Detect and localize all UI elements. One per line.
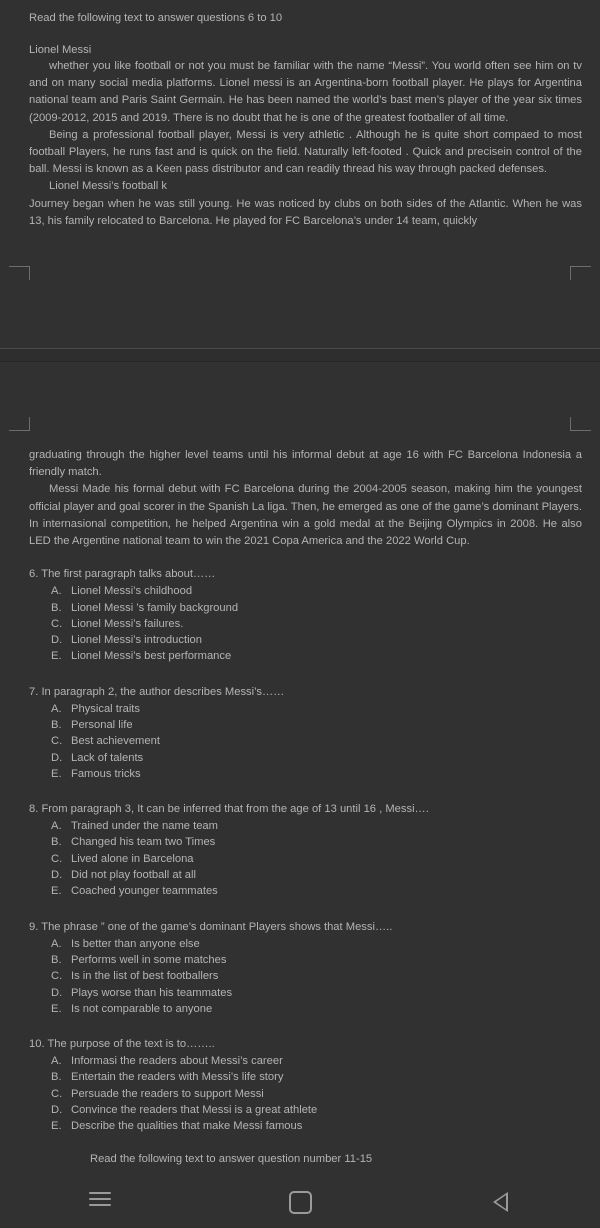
option-text: Entertain the readers with Messi’s life story: [71, 1071, 284, 1084]
option-row[interactable]: [29, 583, 582, 599]
passage-paragraph-3: Journey began when he was still young. He was noticed by clubs on both sides of the Atlantic. When he was 13, his family relocated to Barcelona. He played for FC Barcelona’s under 14 team, quickly: [29, 197, 582, 227]
android-navigation-bar: [0, 1185, 600, 1213]
option-letter: E.: [51, 650, 62, 663]
option-letter: D.: [51, 986, 63, 999]
option-text: Informasi the readers about Messi’s career: [71, 1055, 283, 1068]
option-letter: A.: [51, 937, 62, 950]
option-letter: B.: [51, 719, 62, 731]
home-button[interactable]: [273, 1185, 327, 1213]
option-letter: C.: [51, 970, 63, 983]
question-stem: 6. The first paragraph talks about……: [29, 568, 216, 581]
option-text: Lived alone in Barcelona: [71, 852, 194, 865]
option-text: Is better than anyone else: [71, 937, 200, 950]
option-letter: A.: [51, 585, 62, 598]
option-text: Physical traits: [71, 702, 141, 715]
question-stem: 9. The phrase ” one of the game’s dominant Players shows that Messi…..: [29, 920, 393, 933]
option-text: Is not comparable to anyone: [71, 1002, 213, 1015]
option-letter: C.: [51, 1087, 63, 1100]
option-letter: C.: [51, 617, 63, 630]
passage-paragraph-1: whether you like football or not you must be familiar with the name “Messi”. You world often see him on tv and on many social media platforms. Lionel messi is an Argentina-born football player. He plays for Argentina national team and Paris Saint Germain. He has been named the world’s bast men’s player of the year six times (2009-2012, 2015 and 2019. There is no doubt that he is one of the greatest footballer of all time.: [29, 60, 582, 124]
instruction-questions-6-10: Read the following text to answer questions 6 to 10: [29, 12, 283, 24]
option-text: Performs well in some matches: [71, 953, 227, 966]
option-text: Lionel Messi’s childhood: [71, 585, 193, 598]
option-row[interactable]: [29, 766, 582, 782]
option-row[interactable]: [29, 632, 582, 648]
question-item: [18, 801, 582, 899]
option-letter: E.: [51, 1002, 62, 1015]
option-letter: E.: [51, 885, 62, 898]
option-letter: B.: [51, 836, 62, 849]
option-text: Personal life: [71, 719, 133, 731]
option-text: Plays worse than his teammates: [71, 986, 233, 999]
option-row[interactable]: [29, 648, 582, 664]
crop-mark-top-right: [570, 266, 591, 280]
question-item: [18, 566, 582, 664]
option-letter: A.: [51, 820, 62, 833]
page-2-content: [0, 362, 600, 1200]
back-icon: [493, 1192, 508, 1212]
home-icon: [289, 1191, 312, 1214]
option-row[interactable]: [29, 936, 582, 952]
option-text: Best achievement: [71, 735, 160, 748]
option-row[interactable]: [29, 883, 582, 899]
option-row[interactable]: [29, 1069, 582, 1085]
question-stem: 10. The purpose of the text is to……..: [29, 1038, 215, 1051]
option-row[interactable]: [29, 1053, 582, 1069]
option-text: Describe the qualities that make Messi famous: [71, 1120, 303, 1133]
option-row[interactable]: [29, 834, 582, 850]
document-page-1: [0, 0, 600, 348]
question-item: [18, 1036, 582, 1134]
option-text: Coached younger teammates: [71, 885, 218, 898]
option-letter: A.: [51, 702, 62, 715]
option-row[interactable]: [29, 968, 582, 984]
option-row[interactable]: [29, 1086, 582, 1102]
question-stem: 7. In paragraph 2, the author describes Messi’s……: [29, 685, 285, 698]
option-row[interactable]: [29, 952, 582, 968]
option-row[interactable]: [29, 1001, 582, 1017]
option-text: Convince the readers that Messi is a great athlete: [71, 1104, 318, 1117]
questions-list: [18, 566, 582, 1134]
option-letter: C.: [51, 852, 63, 865]
recents-button[interactable]: [73, 1185, 127, 1213]
option-text: Trained under the name team: [71, 820, 218, 833]
option-text: Lionel Messi ’s family background: [71, 601, 239, 614]
option-row[interactable]: [29, 733, 582, 749]
passage-paragraph-3-continued: graduating through the higher level teams until his informal debut at age 16 with FC Barcelona Indonesia a friendly match.: [29, 449, 582, 479]
option-row[interactable]: [29, 750, 582, 766]
option-letter: A.: [51, 1055, 62, 1068]
option-letter: C.: [51, 735, 63, 748]
option-letter: D.: [51, 634, 63, 647]
option-text: Lack of talents: [71, 751, 144, 764]
option-row[interactable]: [29, 867, 582, 883]
option-text: Lionel Messi’s best performance: [71, 650, 232, 663]
option-row[interactable]: [29, 818, 582, 834]
passage-paragraph-3-lead: Lionel Messi’s football k: [49, 180, 167, 193]
back-button[interactable]: [473, 1185, 527, 1213]
option-row[interactable]: [29, 1118, 582, 1134]
option-row[interactable]: [29, 851, 582, 867]
passage-title: Lionel Messi: [29, 44, 92, 56]
option-text: Changed his team two Times: [71, 836, 216, 849]
option-letter: B.: [51, 1071, 62, 1084]
question-item: [18, 919, 582, 1017]
page-separator: [0, 348, 600, 362]
option-letter: D.: [51, 869, 63, 882]
option-text: Did not play football at all: [71, 869, 197, 882]
recents-icon: [89, 1192, 111, 1206]
crop-mark-top-left: [9, 266, 30, 280]
option-letter: D.: [51, 751, 63, 764]
question-item: [18, 684, 582, 782]
option-row[interactable]: [29, 1102, 582, 1118]
passage-paragraph-2: Being a professional football player, Messi is very athletic . Although he is quite short compaed to most football Players, he runs fast and is quick on the field. Naturally left-footed . Quick and precisein control of the ball. Messi is known as a Keen pass distributor and can readily thread his way through packed defenses.: [29, 128, 582, 176]
option-row[interactable]: [29, 701, 582, 717]
option-text: Famous tricks: [71, 767, 141, 780]
option-letter: E.: [51, 1120, 62, 1133]
option-text: Lionel Messi’s introduction: [71, 634, 203, 647]
option-text: Is in the list of best footballers: [71, 970, 219, 983]
option-row[interactable]: [29, 600, 582, 616]
option-row[interactable]: [29, 717, 582, 733]
document-page-2: [0, 362, 600, 1228]
option-letter: E.: [51, 767, 62, 780]
question-stem: 8. From paragraph 3, It can be inferred that from the age of 13 until 16 , Messi….: [29, 803, 429, 816]
option-text: Lionel Messi’s failures.: [71, 617, 184, 630]
page-1-content: [0, 0, 600, 230]
option-letter: D.: [51, 1104, 63, 1117]
instruction-questions-11-15: Read the following text to answer question number 11-15: [90, 1152, 373, 1165]
option-text: Persuade the readers to support Messi: [71, 1087, 264, 1100]
option-row[interactable]: [29, 616, 582, 632]
option-letter: B.: [51, 601, 62, 614]
option-row[interactable]: [29, 985, 582, 1001]
option-letter: B.: [51, 953, 62, 966]
passage-paragraph-4: Messi Made his formal debut with FC Barcelona during the 2004-2005 season, making him the youngest official player and goal scorer in the Spanish La liga. Then, he emerged as one of the game’s dominant Players. In internasional competition, he helped Argentina win a gold medal at the Beijing Olympics in 2008. He also LED the Argentine national team to win the 2021 Copa America and the 2022 World Cup.: [29, 483, 582, 548]
